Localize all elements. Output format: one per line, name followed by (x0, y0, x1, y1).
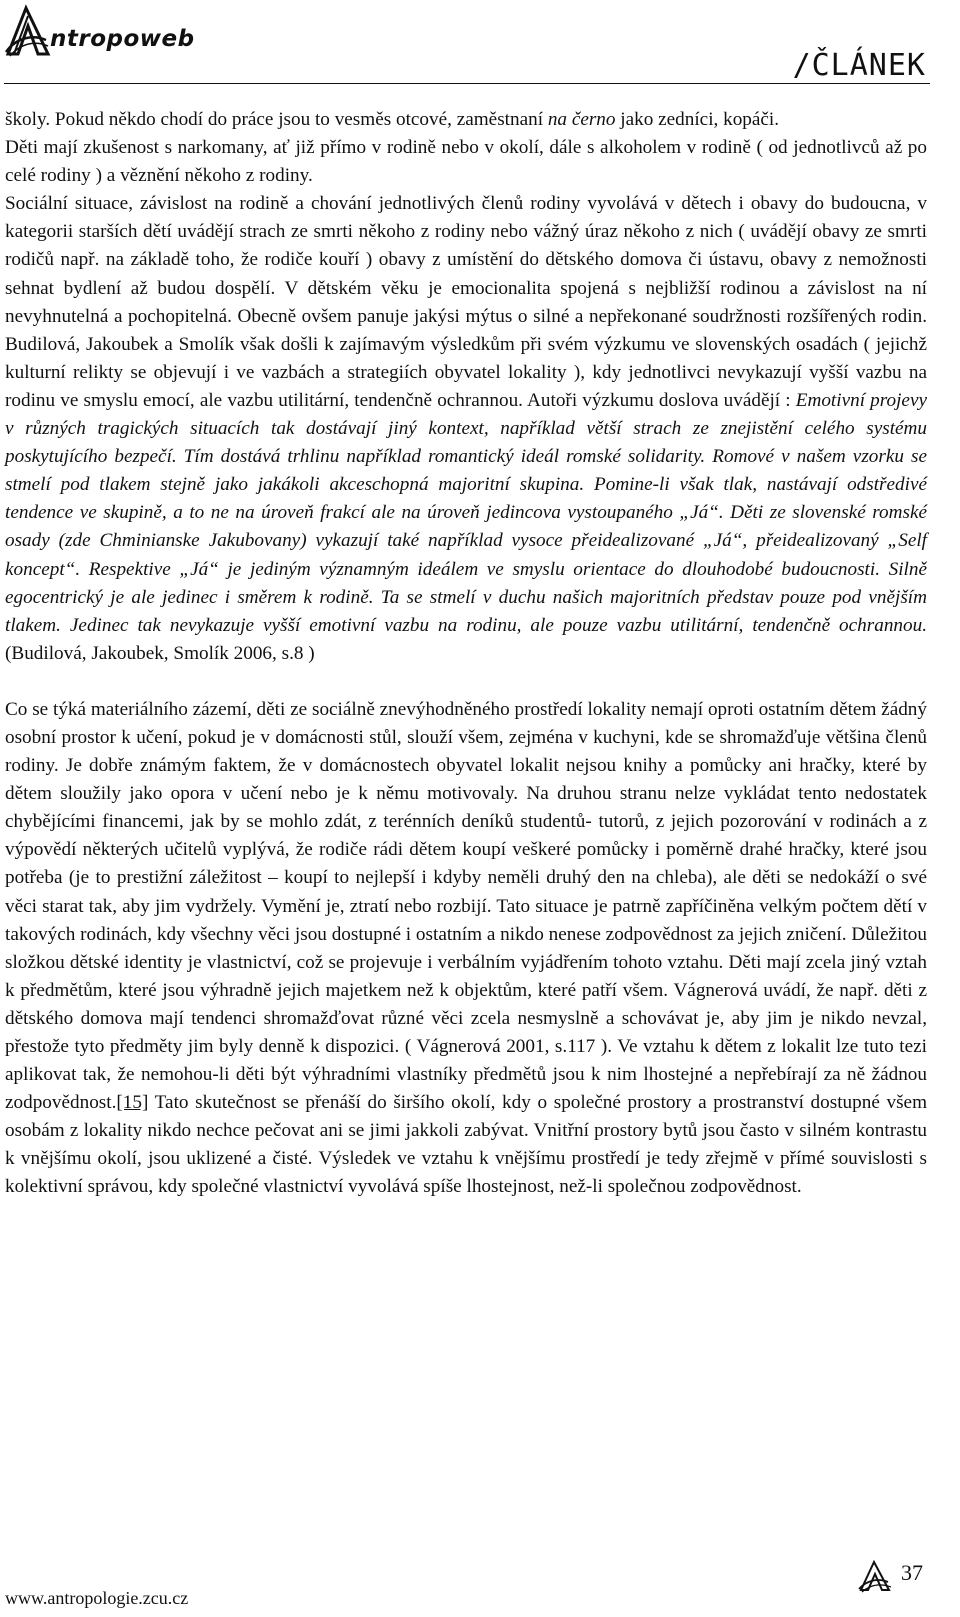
italic-phrase: na černo (547, 109, 616, 130)
antropoweb-small-logo-icon (858, 1560, 898, 1594)
page-header (0, 0, 960, 83)
section-label: /ČLÁNEK (792, 48, 926, 83)
block-quote: Emotivní projevy v různých tragických situacích tak dostávají jiný kontext, například větší strach ze znejistění celého systému poskytujícího bezpečí. Tím dostává trhlinu například romantický ideál romské solidarity. Romové v našem vzorku se stmelí pod tlakem stejně jako jakákoli akceschopná majoritní skupina. Pomine-li však tlak, nastávají odstředivé tendence ve skupině, a to ne na úroveň frakcí ale na úroveň jedincova vystoupaného „Já“. Děti ze slovenské romské osady (zde Chminianske Jakubovany) vykazují také například vysoce přeidealizované „Já“, přeidealizovaný „Self koncept“. Respektive „Já“ je jediným významným ideálem ve smyslu orientace do dlouhodobé budoucnosti. Silně egocentrický je ale jedinec i směrem k rodině. Ta se stmelí v duchu našich majoritních představ pouze pod vnějším tlakem. Jedinec tak nevykazuje vyšší emotivní vazbu na rodinu, ale pouze vazbu utilitární, tendenčně ochrannou. (5, 389, 927, 636)
footnote-link[interactable]: [15] (116, 1092, 149, 1114)
paragraph-1 (5, 106, 927, 668)
text-span: Sociální situace, závislost na rodině a chování jednotlivých členů rodiny vyvolává v dětech i obavy do budoucna, v kategorii starších dětí uvádějí strach ze smrti někoho z rodiny nebo vážný úraz někoho z nich ( uvádějí obavy ze smrti rodičů např. na základě toho, že rodiče kouří ) obavy z umístění do dětského domova či ústavu, obavy z nemožnosti sehnat bydlení až budou dospělí. V dětském věku je emocionalita spojená s nejbližší rodinou a závislost na ní nevyhnutelná a pochopitelná. Obecně ovšem panuje jakýsi mýtus o silné a nepřekonané soudržnosti rozšířených rodin. Budilová, Jakoubek a Smolík však došli k zajímavým výsledkům při svém výzkumu ve slovenských osadách ( jejichž kulturní relikty se objevují i ve vazbách a strategiích obyvatel lokality ), kdy jednotlivci nevykazují vyšší vazbu na rodinu ve smyslu emocí, ale vazbu utilitární, tendenčně ochrannou. Autoři výzkumu doslova uvádějí : (5, 193, 927, 411)
text-span: školy. Pokud někdo chodí do práce jsou to vesměs otcové, zaměstnaní (5, 109, 548, 130)
header-divider (4, 83, 930, 84)
footer-url[interactable]: www.antropologie.zcu.cz (5, 1588, 189, 1608)
citation: (Budilová, Jakoubek, Smolík 2006, s.8 ) (5, 642, 315, 664)
text-span: Co se týká materiálního zázemí, děti ze sociálně znevýhodněného prostředí lokality nemají oproti ostatním dětem žádný osobní prostor k učení, pokud je v domácnosti stůl, slouží všem, zejména v kuchyni, kde se shromažďuje většina členů rodiny. Je dobře známým faktem, že v domácnostech obyvatel lokalit nejsou knihy a pomůcky ani hračky, které by dětem sloužily jako opora v učení nebo je k němu motivovaly. Na druhou stranu nelze vykládat tento nedostatek chybějícími financemi, jak by se mohlo zdát, z terénních deníků studentů- tutorů, z jejich pozorování v rodinách a z výpovědí některých učitelů vyplývá, že rodiče rádi dětem koupí veškeré pomůcky i poměrně drahé hračky, které jsou potřeba (je to prestižní záležitost – koupí to nejlepší i kdyby neměli druhý den na chleba), ale děti se nedokáží o své věci starat tak, aby jim vydržely. Vymění je, ztratí nebo rozbijí. Tato situace je patrně zapříčiněna velkým počtem dětí v takových rodinách, kdy všechny věci jsou dostupné i ostatním a nikdo nenese zodpovědnost za jejich zničení. Důležitou složkou dětské identity je vlastnictví, což se projevuje i verbálním vyjádřením tohoto vztahu. Děti mají zcela jiný vztah k předmětům, které jsou výhradně jejich majetkem než k objektům, které patří všem. Vágnerová uvádí, že např. děti z dětského domova mají tendenci shromažďovat různé věci zcela nesmyslně a schovávat je, aby jim je nikdo nevzal, přestože tyto předměty jim byly denně k dispozici. ( Vágnerová 2001, s.117 ). Ve vztahu k dětem z lokalit lze tuto tezi aplikovat tak, že nemohou-li děti být výhradními vlastníky předmětů jsou k nim lhostejné a nepřebírají za ně žádnou zodpovědnost. (5, 698, 927, 1114)
text-span: Děti mají zkušenost s narkomany, ať již přímo v rodině nebo v okolí, dále s alkoholem v rodině ( od jednotlivců až po celé rodiny ) a věznění někoho z rodiny. (5, 137, 927, 187)
page-footer (0, 1540, 960, 1617)
logo-text: ntropoweb (50, 26, 195, 52)
page-number: 37 (901, 1560, 923, 1585)
text-span: jako zedníci, kopáči. (615, 109, 780, 130)
antropoweb-logo (4, 4, 224, 60)
paragraph-2 (5, 696, 927, 1202)
article-body (5, 106, 927, 1202)
text-span: Tato skutečnost se přenáší do širšího okolí, kdy o společné prostory a prostranství dostupné všem osobám z lokality nikdo nechce pečovat ani se jimi jakkoli zabývat. Vnitřní prostory bytů jsou často v silném kontrastu k vnějšímu okolí, jsou uklizené a čisté. Výsledek ve vztahu k vnějšímu prostředí je tedy zřejmě v přímé souvislosti s kolektivní správou, kdy společné vlastnictví vyvolává spíše lhostejnost, než-li společnou zodpovědnost. (5, 1092, 927, 1198)
